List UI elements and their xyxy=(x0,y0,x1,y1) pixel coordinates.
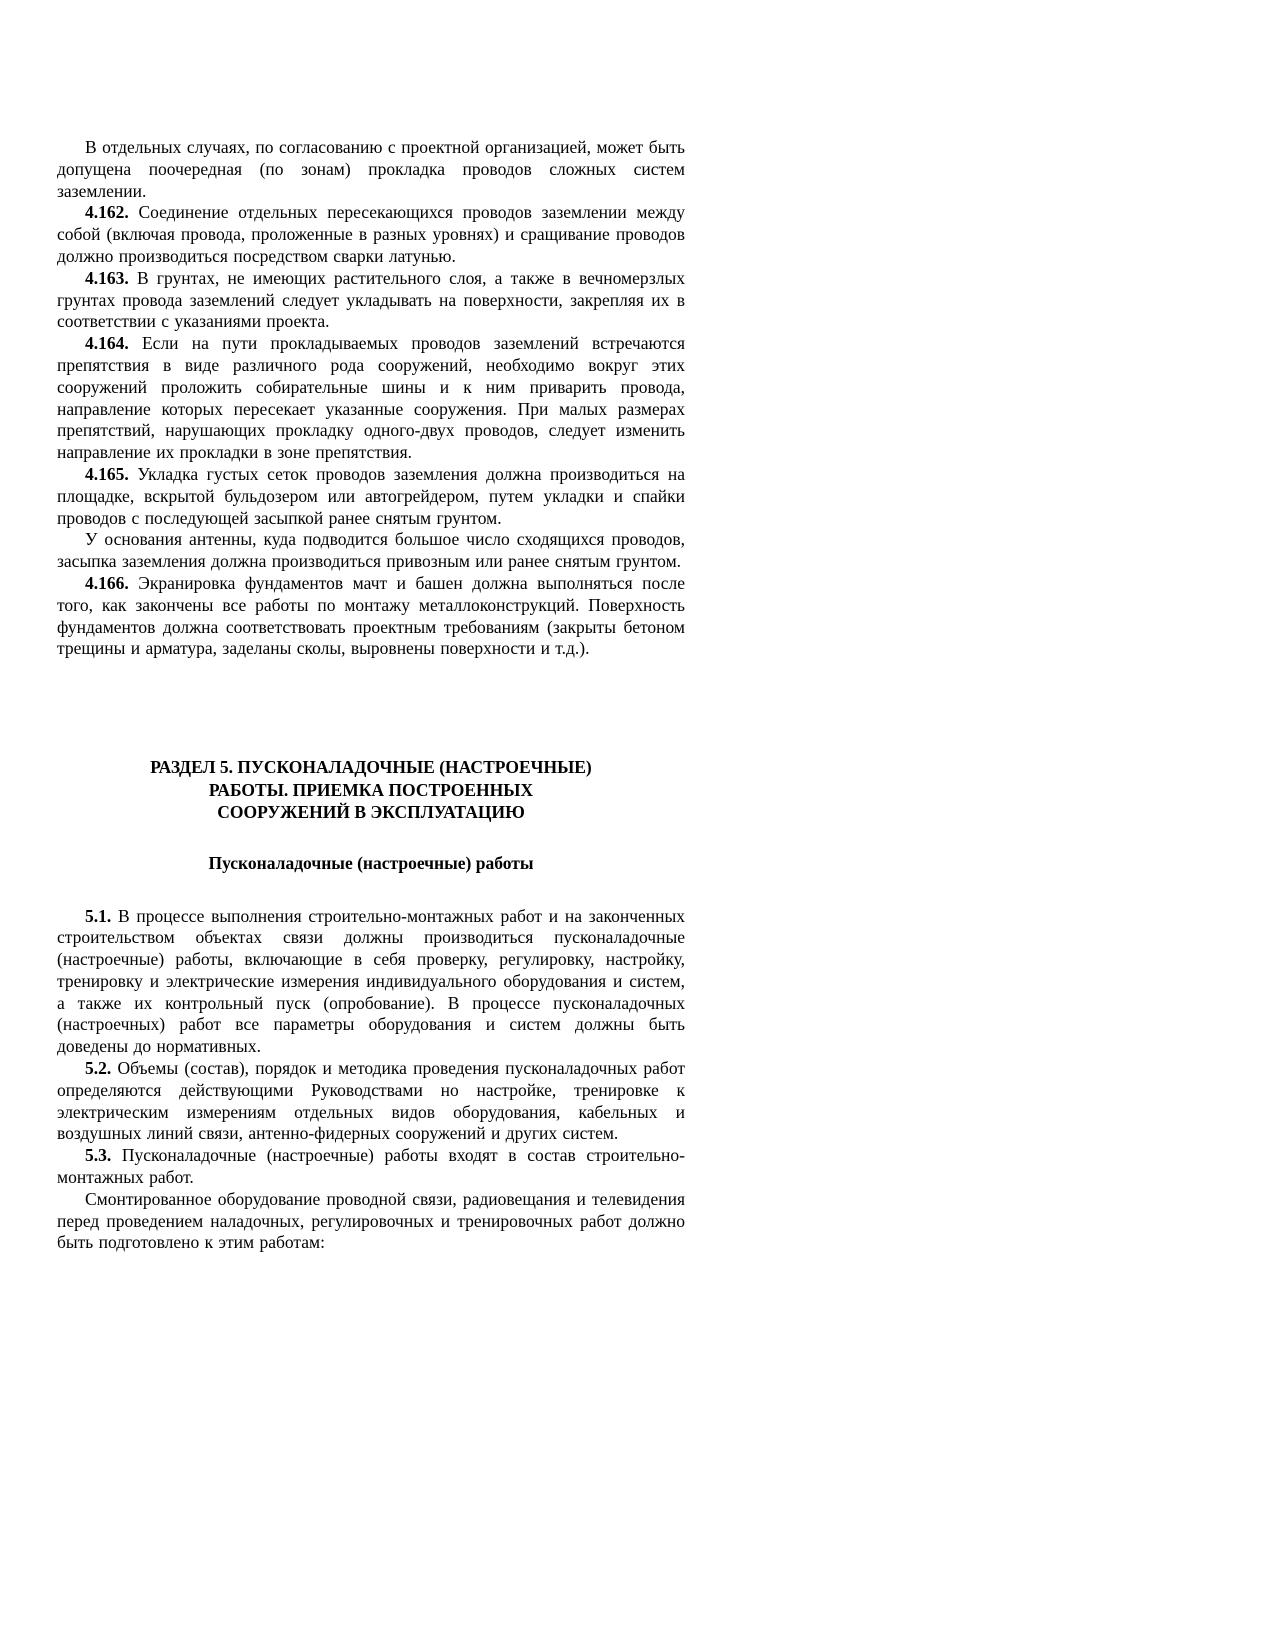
section-number: 4.164. xyxy=(85,333,142,354)
section-number: 4.162. xyxy=(85,202,139,223)
paragraph-4-163: 4.163. В грунтах, не имеющих растительного слоя, а также в вечномерзлых грунтах провода заземлений следует укладывать на поверхности, закрепляя их в соответствии с указаниями проекта. xyxy=(57,267,685,332)
section-heading-line: СООРУЖЕНИЙ В ЭКСПЛУАТАЦИЮ xyxy=(217,802,525,823)
section-heading xyxy=(57,756,685,824)
paragraph: У основания антенны, куда подводится большое число сходящихся проводов, засыпка заземления должна производиться привозным или ранее снятым грунтом. xyxy=(57,529,685,572)
paragraph-4-162: 4.162. Соединение отдельных пересекающихся проводов заземлении между собой (включая провода, проложенные в разных уровнях) и сращивание проводов должно производиться посредством сварки латунью. xyxy=(57,202,686,266)
paragraph: Смонтированное оборудование проводной связи, радиовещания и телевидения перед проведением наладочных, регулировочных и тренировочных работ должно быть подготовлено к этим работам: xyxy=(57,1188,685,1253)
paragraph-5-2: 5.2. Объемы (состав), порядок и методика проведения пусконаладочных работ определяются действующими Руководствами но настройке, тренировке к электрическим измерениям отдельных видов оборудования, кабельных и воздушных линий связи, антенно-фидерных сооружений и других систем. xyxy=(57,1058,685,1144)
section-heading-line: РАБОТЫ. ПРИЕМКА ПОСТРОЕННЫХ xyxy=(208,779,534,800)
paragraph-5-3: 5.3. Пусконаладочные (настроечные) работы входят в состав строительно-монтажных работ. xyxy=(57,1145,685,1188)
paragraph-4-164: 4.164. Если на пути прокладываемых проводов заземлений встречаются препятствия в виде различного рода сооружений, необходимо вокруг этих сооружений проложить собирательные шины и к ним приварить провода, направление которых пересекает указанные сооружения. При малых размерах препятствий, нарушающих прокладку одного-двух проводов, следует изменить направление их прокладки в зоне препятствия. xyxy=(57,333,686,463)
section-number: 4.163. xyxy=(85,267,137,288)
section-number: 4.166. xyxy=(85,572,139,593)
paragraph-4-165: 4.165. Укладка густых сеток проводов заземления должна производиться на площадке, вскрытой бульдозером или автогрейдером, путем укладки и спайки проводов с последующей засыпкой ранее снятым грунтом. xyxy=(57,463,685,528)
section-number: 4.165. xyxy=(85,463,138,484)
subsection-heading: Пусконаладочные (настроечные) работы xyxy=(208,852,534,873)
section-number: 5.3. xyxy=(85,1145,122,1166)
section-number: 5.2. xyxy=(85,1058,118,1079)
paragraph-5-1: 5.1. В процессе выполнения строительно-монтажных работ и на законченных строительством объектах связи должны производиться пусконаладочные (настроечные) работы, включающие в себя проверку, регулировку, настройку, тренировку и электрические измерения индивидуального оборудования и систем, а также их контрольный пуск (опробование). В процессе пусконаладочных (настроечных) работ все параметры оборудования и систем должны быть доведены до нормативных. xyxy=(57,905,686,1057)
document-content xyxy=(57,137,685,1254)
paragraph-4-166: 4.166. Экранировка фундаментов мачт и башен должна выполняться после того, как закончены все работы по монтажу металлоконструкций. Поверхность фундаментов должна соответствовать проектным требованиям (закрыты бетоном трещины и арматура, заделаны сколы, выровнены поверхности и т.д.). xyxy=(57,572,686,659)
section-number: 5.1. xyxy=(85,905,118,926)
section-heading-line: РАЗДЕЛ 5. ПУСКОНАЛАДОЧНЫЕ (НАСТРОЕЧНЫЕ) xyxy=(150,757,592,778)
paragraph: В отдельных случаях, по согласованию с проектной организацией, может быть допущена поочередная (по зонам) прокладка проводов сложных систем заземлении. xyxy=(57,137,685,201)
